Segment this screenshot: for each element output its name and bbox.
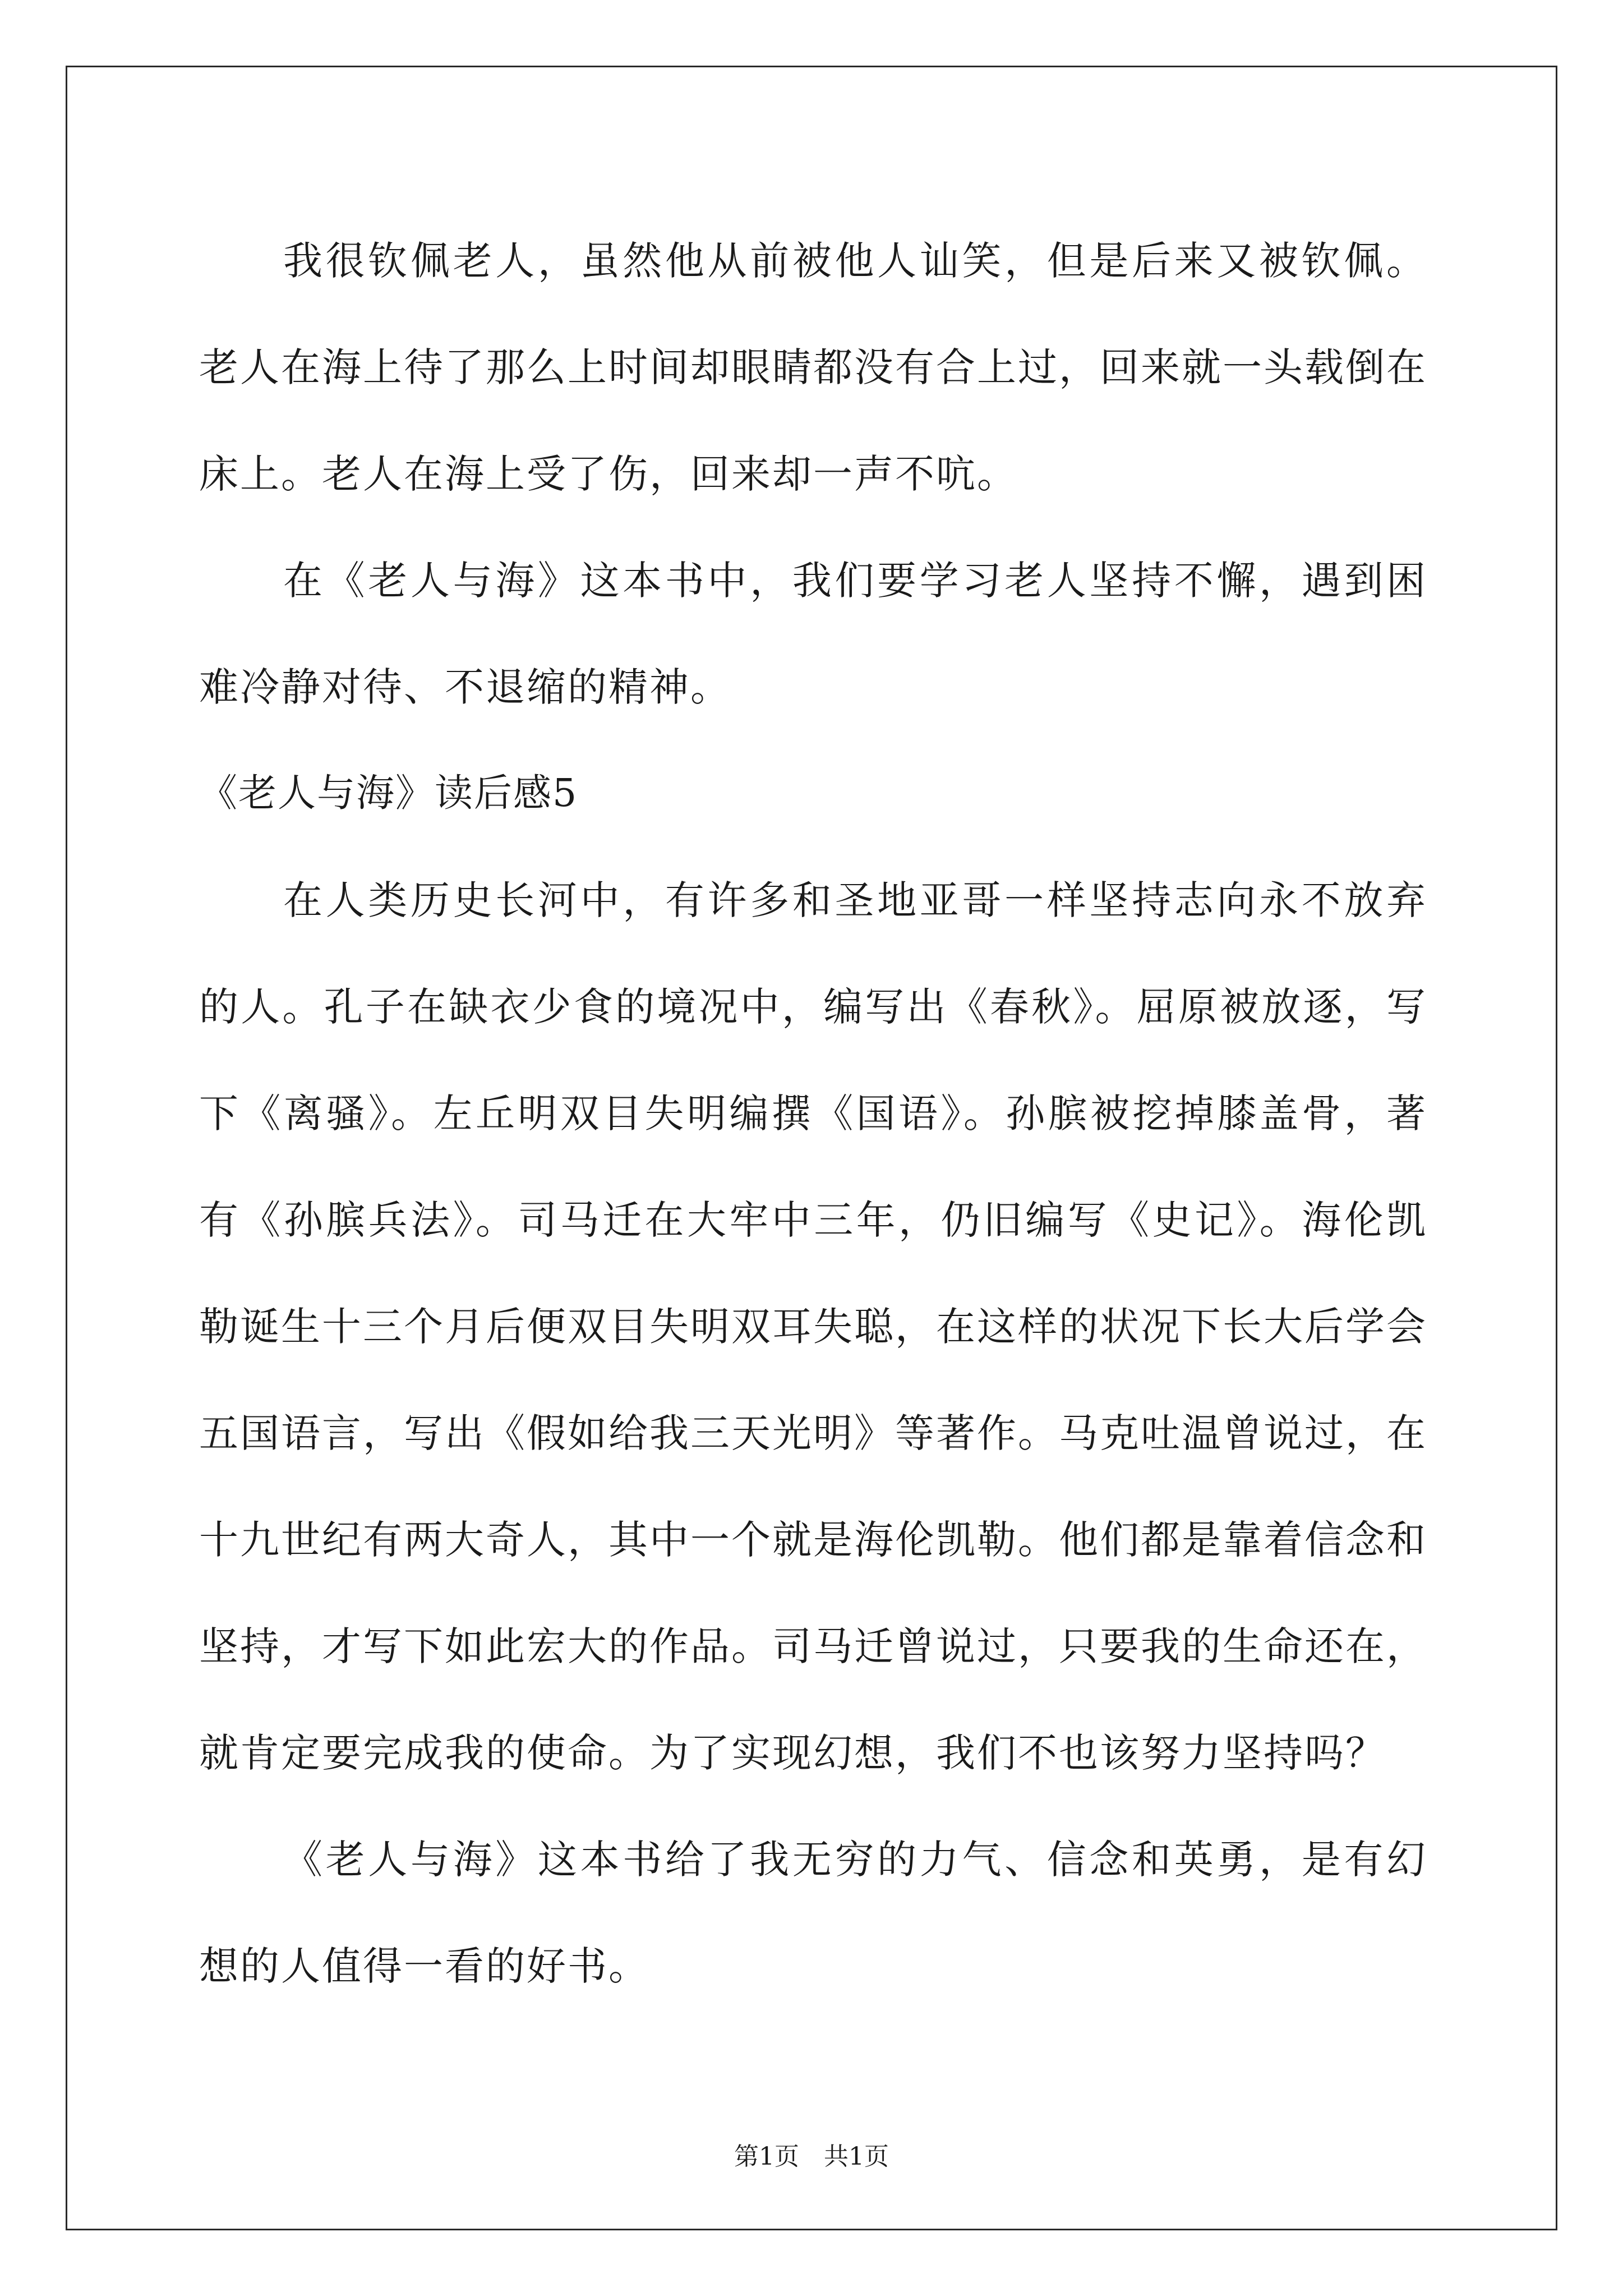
document-body [199,208,1427,2019]
page-number: 第1页 共1页 [734,2142,889,2171]
paragraph-conclusion: 《老人与海》这本书给了我无穷的力气、信念和英勇，是有幻想的人值得一看的好书。 [199,1837,1427,1989]
section-heading: 《老人与海》读后感5 [199,771,578,816]
paragraph-admiration: 我很钦佩老人，虽然他从前被他人讪笑，但是后来又被钦佩。老人在海上待了那么上时间却眼睛都没有合上过，回来就一头载倒在床上。老人在海上受了伤，回来却一声不吭。 [199,238,1427,497]
paragraph-lesson: 在《老人与海》这本书中，我们要学习老人坚持不懈，遇到困难冷静对待、不退缩的精神。 [199,558,1427,710]
paragraph-perseverance-examples: 在人类历史长河中，有许多和圣地亚哥一样坚持志向永不放弃的人。孔子在缺衣少食的境况中，编写出《春秋》。屈原被放逐，写下《离骚》。左丘明双目失明编撰《国语》。孙膑被挖掉膝盖骨，著有《孙膑兵法》。司马迁在大牢中三年，仍旧编写《史记》。海伦凯勒诞生十三个月后便双目失明双耳失聪，在这样的状况下长大后学会五国语言，写出《假如给我三天光明》等著作。马克吐温曾说过，在十九世纪有两大奇人，其中一个就是海伦凯勒。他们都是靠着信念和坚持，才写下如此宏大的作品。司马迁曾说过，只要我的生命还在，就肯定要完成我的使命。为了实现幻想，我们不也该努力坚持吗？ [199,877,1427,1776]
